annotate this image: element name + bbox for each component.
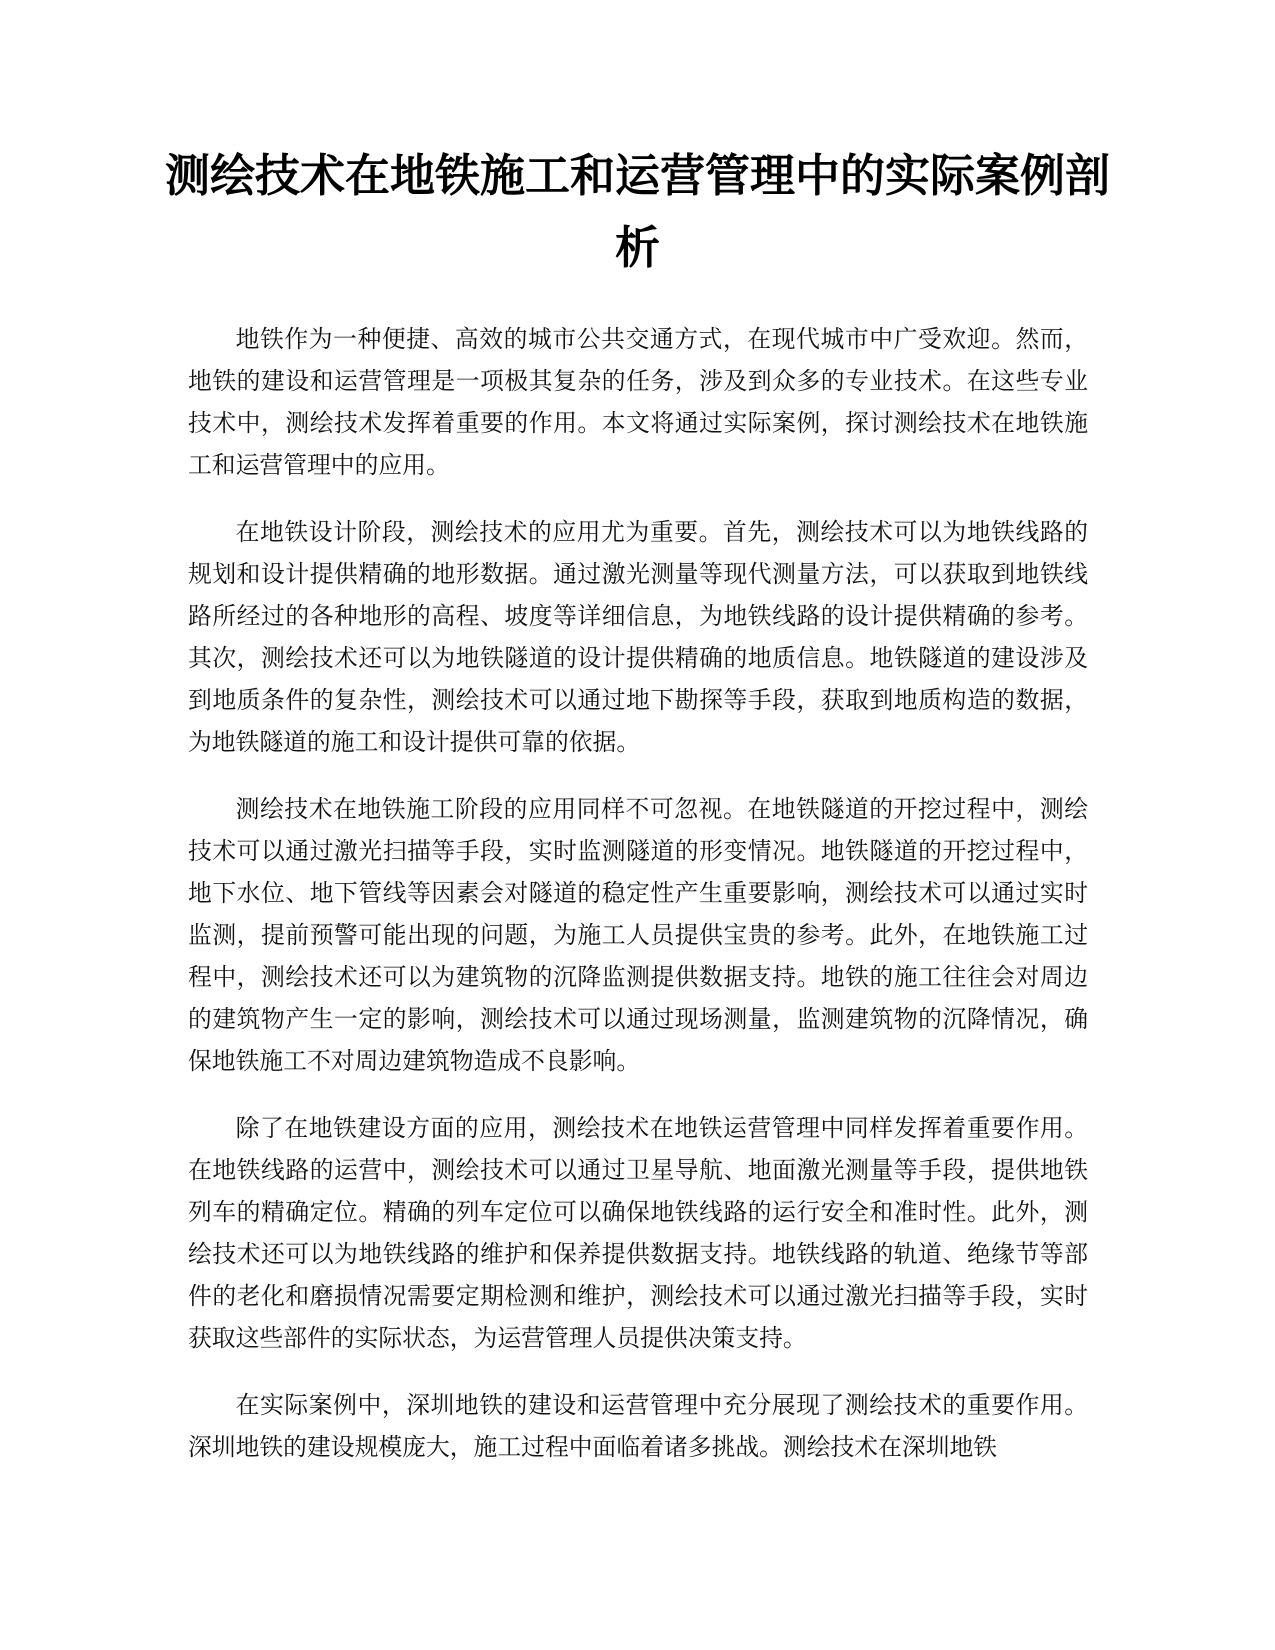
paragraph: 在地铁设计阶段，测绘技术的应用尤为重要。首先，测绘技术可以为地铁线路的规划和设计提供精确的地形数据。通过激光测量等现代测量方法，可以获取到地铁线路所经过的各种地形的高程、坡度等详细信息，为地铁线路的设计提供精确的参考。其次，测绘技术还可以为地铁隧道的设计提供精确的地质信息。地铁隧道的建设涉及到地质条件的复杂性，测绘技术可以通过地下勘探等手段，获取到地质构造的数据，为地铁隧道的施工和设计提供可靠的依据。 xyxy=(188,518,1088,756)
paragraph: 在实际案例中，深圳地铁的建设和运营管理中充分展现了测绘技术的重要作用。深圳地铁的建设规模庞大，施工过程中面临着诸多挑战。测绘技术在深圳地铁 xyxy=(188,1391,1088,1461)
paragraph: 地铁作为一种便捷、高效的城市公共交通方式，在现代城市中广受欢迎。然而，地铁的建设和运营管理是一项极其复杂的任务，涉及到众多的专业技术。在这些专业技术中，测绘技术发挥着重要的作用。本文将通过实际案例，探讨测绘技术在地铁施工和运营管理中的应用。 xyxy=(188,325,1088,479)
paragraph: 除了在地铁建设方面的应用，测绘技术在地铁运营管理中同样发挥着重要作用。在地铁线路的运营中，测绘技术可以通过卫星导航、地面激光测量等手段，提供地铁列车的精确定位。精确的列车定位可以确保地铁线路的运行安全和准时性。此外，测绘技术还可以为地铁线路的维护和保养提供数据支持。地铁线路的轨道、绝缘节等部件的老化和磨损情况需要定期检测和维护，测绘技术可以通过激光扫描等手段，实时获取这些部件的实际状态，为运营管理人员提供决策支持。 xyxy=(188,1114,1088,1352)
paragraph: 测绘技术在地铁施工阶段的应用同样不可忽视。在地铁隧道的开挖过程中，测绘技术可以通过激光扫描等手段，实时监测隧道的形变情况。地铁隧道的开挖过程中，地下水位、地下管线等因素会对隧道的稳定性产生重要影响，测绘技术可以通过实时监测，提前预警可能出现的问题，为施工人员提供宝贵的参考。此外，在地铁施工过程中，测绘技术还可以为建筑物的沉降监测提供数据支持。地铁的施工往往会对周边的建筑物产生一定的影响，测绘技术可以通过现场测量，监测建筑物的沉降情况，确保地铁施工不对周边建筑物造成不良影响。 xyxy=(188,795,1088,1075)
document-title: 测绘技术在地铁施工和运营管理中的实际案例剖析 xyxy=(164,149,1110,274)
document-body xyxy=(188,318,1088,1493)
